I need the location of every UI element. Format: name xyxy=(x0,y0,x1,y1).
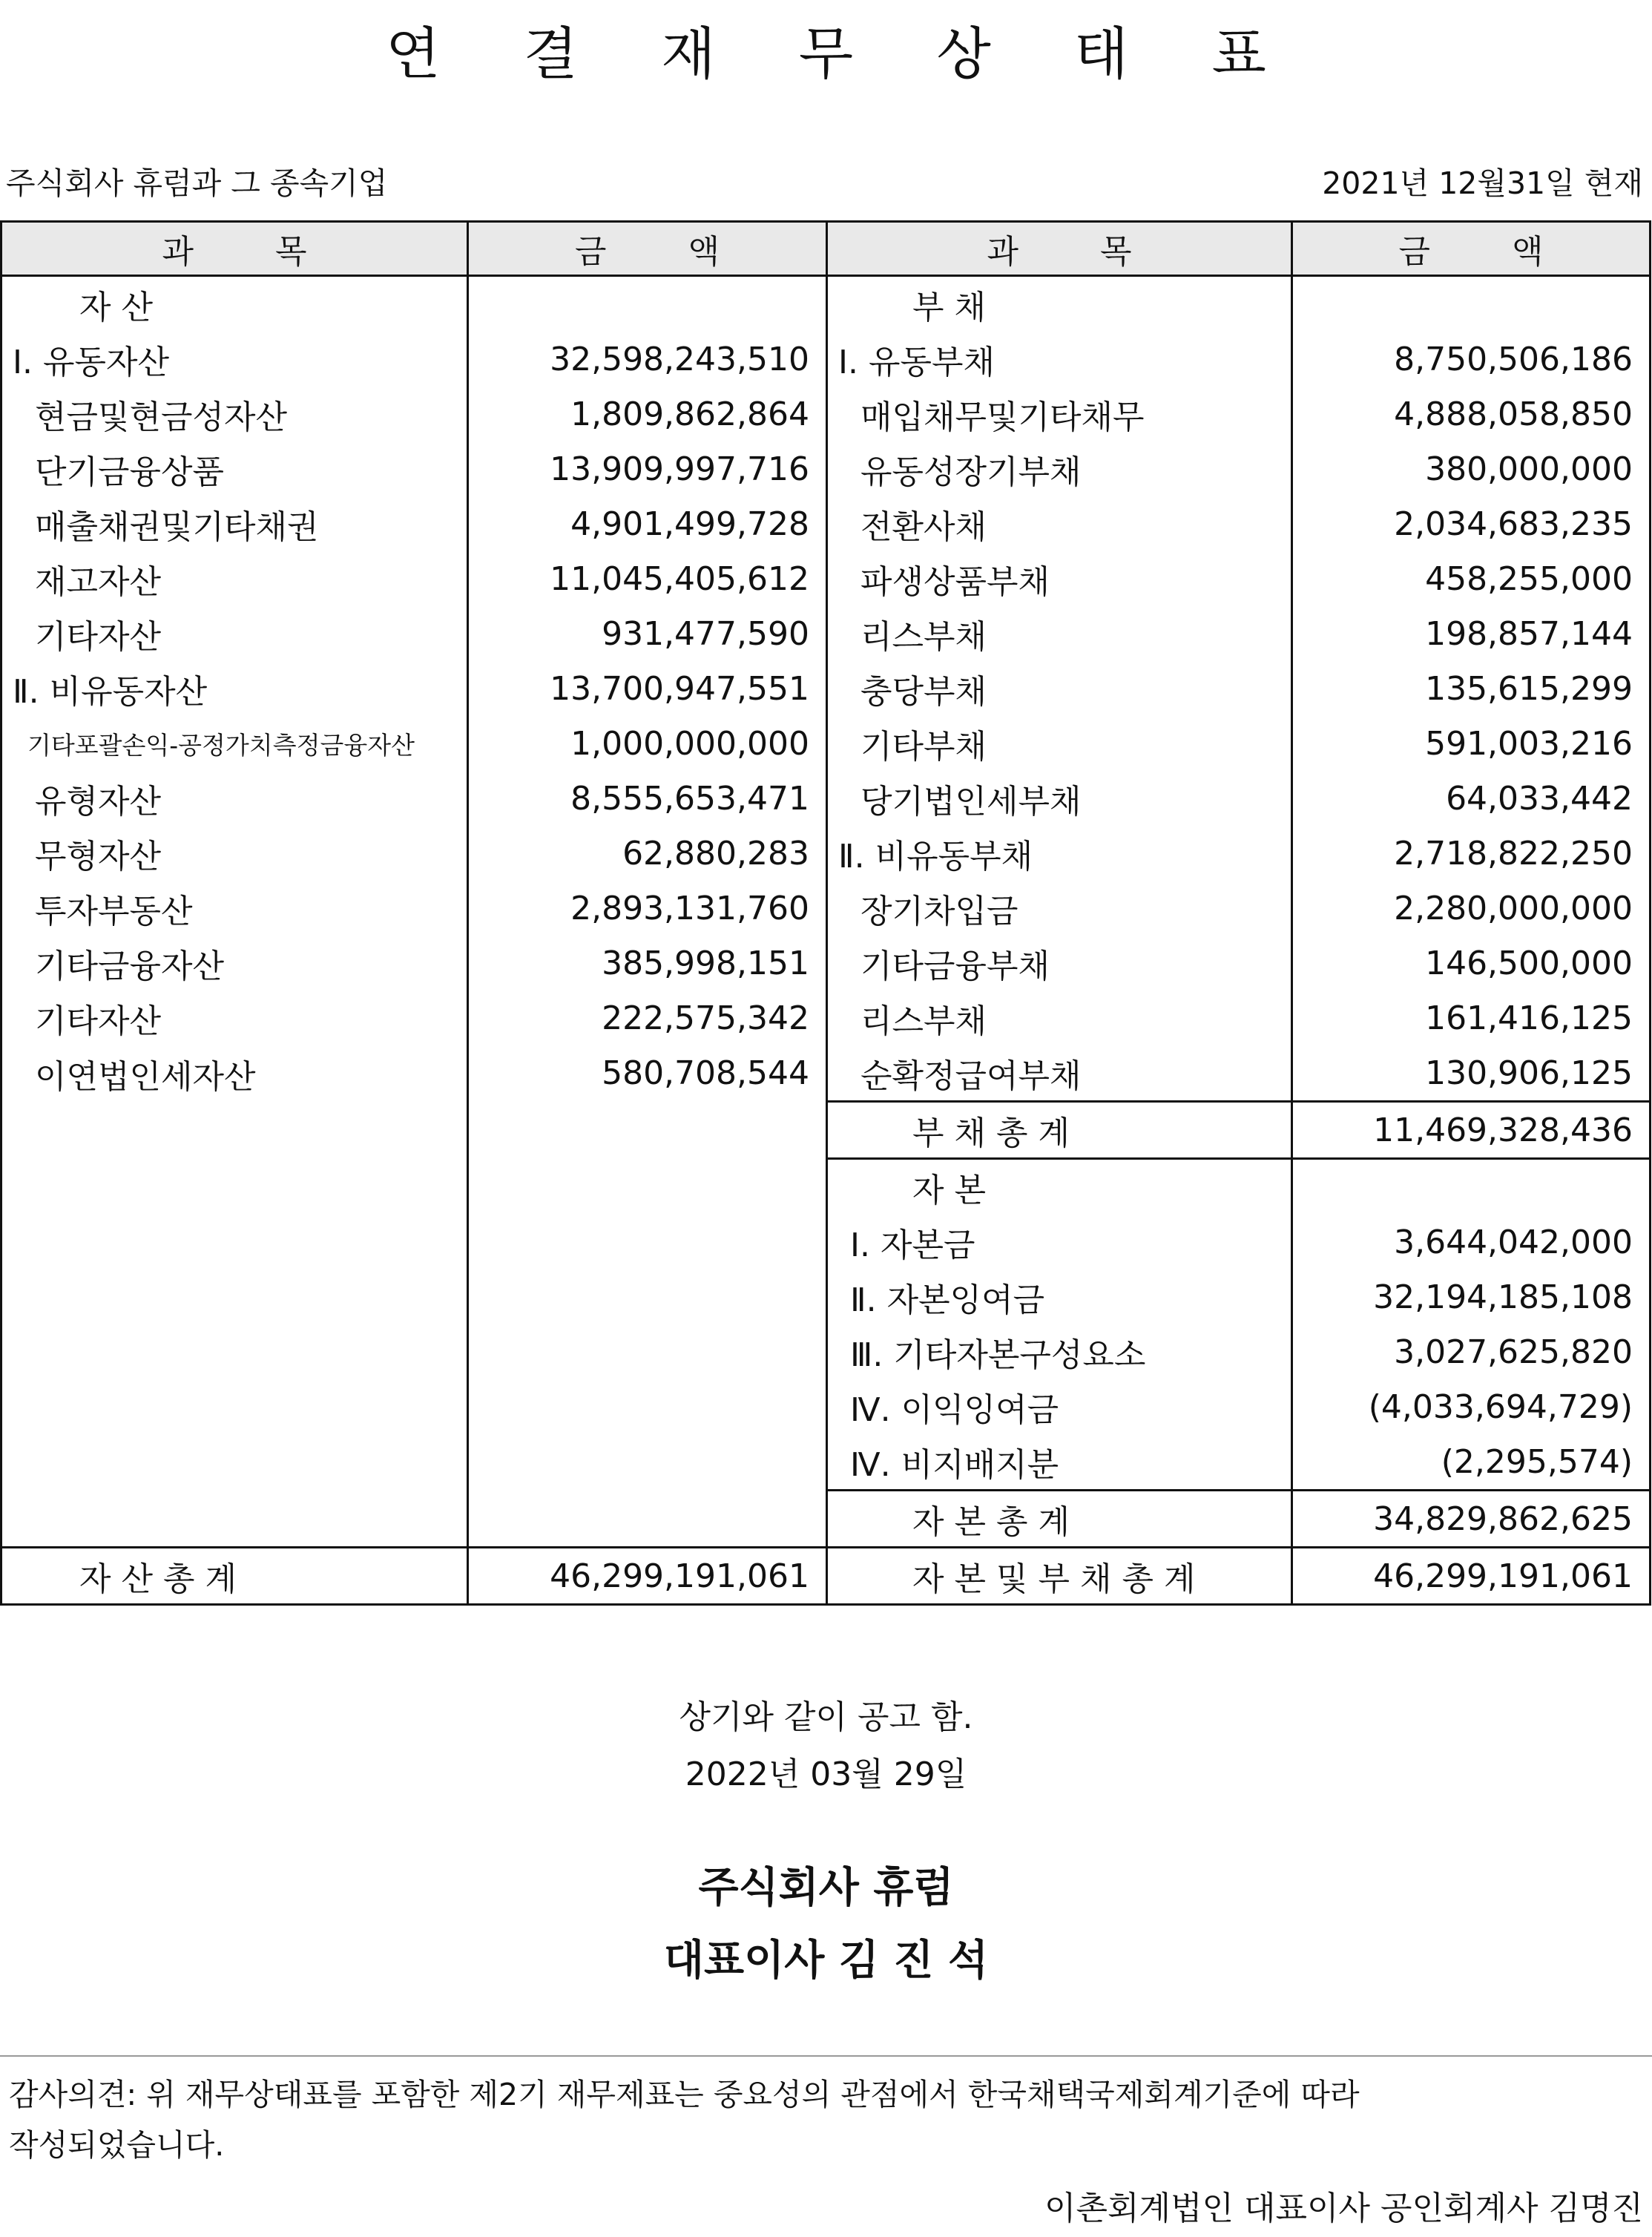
equity-item-value: 32,194,185,108 xyxy=(1292,1269,1651,1324)
asset-item-value: 1,809,862,864 xyxy=(468,387,827,441)
assets-total-value: 46,299,191,061 xyxy=(468,1548,827,1605)
asset-item-value: 62,880,283 xyxy=(468,826,827,881)
company-name: 주식회사 휴럼과 그 종속기업 xyxy=(6,165,388,201)
grand-total-label: 자 본 및 부 채 총 계 xyxy=(827,1548,1292,1605)
balance-sheet-table xyxy=(0,220,1651,1606)
assets-section-title: 자 산 xyxy=(1,276,468,332)
table-row xyxy=(1,1102,1651,1159)
asset-item-label: 기타포괄손익-공정가치측정금융자산 xyxy=(1,716,468,771)
asset-item-value: 2,893,131,760 xyxy=(468,881,827,936)
header-amount-right: 금 액 xyxy=(1292,222,1651,276)
liability-item-value: 458,255,000 xyxy=(1292,551,1651,606)
current-liabilities-label: Ⅰ. 유동부채 xyxy=(827,332,1292,387)
asset-item-value: 580,708,544 xyxy=(468,1045,827,1102)
table-row xyxy=(1,716,1651,771)
asset-item-value: 1,000,000,000 xyxy=(468,716,827,771)
table-row xyxy=(1,661,1651,716)
liability-item-value: 380,000,000 xyxy=(1292,441,1651,496)
table-row xyxy=(1,1269,1651,1324)
current-liabilities-value: 8,750,506,186 xyxy=(1292,332,1651,387)
equity-item-label: Ⅱ. 자본잉여금 xyxy=(827,1269,1292,1324)
liability-item-value: 4,888,058,850 xyxy=(1292,387,1651,441)
asset-item-label: 매출채권및기타채권 xyxy=(1,496,468,551)
liability-item-value: 161,416,125 xyxy=(1292,991,1651,1045)
assets-total-label: 자 산 총 계 xyxy=(1,1548,468,1605)
liability-item-value: 2,034,683,235 xyxy=(1292,496,1651,551)
table-row xyxy=(1,1379,1651,1434)
table-row xyxy=(1,991,1651,1045)
table-row xyxy=(1,441,1651,496)
equity-item-value: (2,295,574) xyxy=(1292,1434,1651,1491)
table-row xyxy=(1,1045,1651,1102)
table-row xyxy=(1,551,1651,606)
asset-item-label: 기타자산 xyxy=(1,606,468,661)
table-row xyxy=(1,387,1651,441)
asset-item-label: 무형자산 xyxy=(1,826,468,881)
as-of-date: 2021년 12월31일 현재 xyxy=(1322,165,1643,201)
asset-item-value: 222,575,342 xyxy=(468,991,827,1045)
table-row xyxy=(1,1434,1651,1491)
signer-company: 주식회사 휴럼 xyxy=(698,1864,954,1912)
equity-item-label: Ⅳ. 이익잉여금 xyxy=(827,1379,1292,1434)
audit-opinion-line1: 감사의견: 위 재무상태표를 포함한 제2기 재무제표는 중요성의 관점에서 한국채택국제회계기준에 따라 xyxy=(9,2077,1360,2112)
asset-item-label: 단기금융상품 xyxy=(1,441,468,496)
table-row xyxy=(1,771,1651,826)
liability-item-label: 매입채무및기타채무 xyxy=(827,387,1292,441)
equity-item-label: Ⅲ. 기타자본구성요소 xyxy=(827,1324,1292,1379)
asset-item-label: 기타자산 xyxy=(1,991,468,1045)
table-header-row xyxy=(1,222,1651,276)
asset-item-value: 8,555,653,471 xyxy=(468,771,827,826)
table-row xyxy=(1,1215,1651,1269)
liability-item-value: 64,033,442 xyxy=(1292,771,1651,826)
liability-item-value: 198,857,144 xyxy=(1292,606,1651,661)
liability-item-label: 유동성장기부채 xyxy=(827,441,1292,496)
equity-section-title: 자 본 xyxy=(827,1159,1292,1215)
liabilities-section-title: 부 채 xyxy=(827,276,1292,332)
asset-item-value: 931,477,590 xyxy=(468,606,827,661)
table-row xyxy=(1,1491,1651,1548)
liability-item-label: 충당부채 xyxy=(827,661,1292,716)
equity-item-value: 3,644,042,000 xyxy=(1292,1215,1651,1269)
liability-item-label: 장기차입금 xyxy=(827,881,1292,936)
header-amount-left: 금 액 xyxy=(468,222,827,276)
table-row xyxy=(1,1324,1651,1379)
noncurrent-assets-label: Ⅱ. 비유동자산 xyxy=(1,661,468,716)
asset-item-value: 13,909,997,716 xyxy=(468,441,827,496)
liability-item-value: 2,280,000,000 xyxy=(1292,881,1651,936)
audit-opinion-line2: 작성되었습니다. xyxy=(9,2127,225,2163)
table-row xyxy=(1,936,1651,991)
equity-item-value: 3,027,625,820 xyxy=(1292,1324,1651,1379)
table-row xyxy=(1,496,1651,551)
noncurrent-liabilities-label: Ⅱ. 비유동부채 xyxy=(827,826,1292,881)
liabilities-total-value: 11,469,328,436 xyxy=(1292,1102,1651,1159)
equity-item-value: (4,033,694,729) xyxy=(1292,1379,1651,1434)
current-assets-label: Ⅰ. 유동자산 xyxy=(1,332,468,387)
auditor-signature: 이촌회계법인 대표이사 공인회계사 김명진 xyxy=(1044,2190,1643,2227)
liability-item-label: 기타금융부채 xyxy=(827,936,1292,991)
asset-item-label: 투자부동산 xyxy=(1,881,468,936)
table-row xyxy=(1,332,1651,387)
table-row xyxy=(1,1548,1651,1605)
liability-item-label: 리스부채 xyxy=(827,991,1292,1045)
header-item-right: 과 목 xyxy=(827,222,1292,276)
noncurrent-liabilities-value: 2,718,822,250 xyxy=(1292,826,1651,881)
signer-ceo: 대표이사 김 진 석 xyxy=(663,1937,989,1985)
table-row xyxy=(1,276,1651,332)
liability-item-label: 전환사채 xyxy=(827,496,1292,551)
divider xyxy=(0,2055,1652,2057)
liability-item-label: 기타부채 xyxy=(827,716,1292,771)
liability-item-label: 당기법인세부채 xyxy=(827,771,1292,826)
asset-item-label: 이연법인세자산 xyxy=(1,1045,468,1102)
notice-date: 2022년 03월 29일 xyxy=(685,1755,967,1793)
header-item-left: 과 목 xyxy=(1,222,468,276)
table-row xyxy=(1,606,1651,661)
document-title: 연 결 재 무 상 태 표 xyxy=(386,21,1299,87)
liability-item-label: 리스부채 xyxy=(827,606,1292,661)
liability-item-value: 130,906,125 xyxy=(1292,1045,1651,1102)
liability-item-label: 파생상품부채 xyxy=(827,551,1292,606)
noncurrent-assets-value: 13,700,947,551 xyxy=(468,661,827,716)
asset-item-value: 4,901,499,728 xyxy=(468,496,827,551)
asset-item-label: 재고자산 xyxy=(1,551,468,606)
notice-text: 상기와 같이 공고 함. xyxy=(679,1698,973,1736)
table-row xyxy=(1,881,1651,936)
equity-item-label: Ⅰ. 자본금 xyxy=(827,1215,1292,1269)
asset-item-label: 현금및현금성자산 xyxy=(1,387,468,441)
liabilities-total-label: 부 채 총 계 xyxy=(827,1102,1292,1159)
table-row xyxy=(1,826,1651,881)
asset-item-value: 385,998,151 xyxy=(468,936,827,991)
asset-item-value: 11,045,405,612 xyxy=(468,551,827,606)
liability-item-value: 591,003,216 xyxy=(1292,716,1651,771)
asset-item-label: 기타금융자산 xyxy=(1,936,468,991)
liability-item-value: 135,615,299 xyxy=(1292,661,1651,716)
grand-total-value: 46,299,191,061 xyxy=(1292,1548,1651,1605)
current-assets-value: 32,598,243,510 xyxy=(468,332,827,387)
asset-item-label: 유형자산 xyxy=(1,771,468,826)
equity-total-value: 34,829,862,625 xyxy=(1292,1491,1651,1548)
liability-item-value: 146,500,000 xyxy=(1292,936,1651,991)
liability-item-label: 순확정급여부채 xyxy=(827,1045,1292,1102)
table-row xyxy=(1,1159,1651,1215)
equity-total-label: 자 본 총 계 xyxy=(827,1491,1292,1548)
equity-item-label: Ⅳ. 비지배지분 xyxy=(827,1434,1292,1491)
